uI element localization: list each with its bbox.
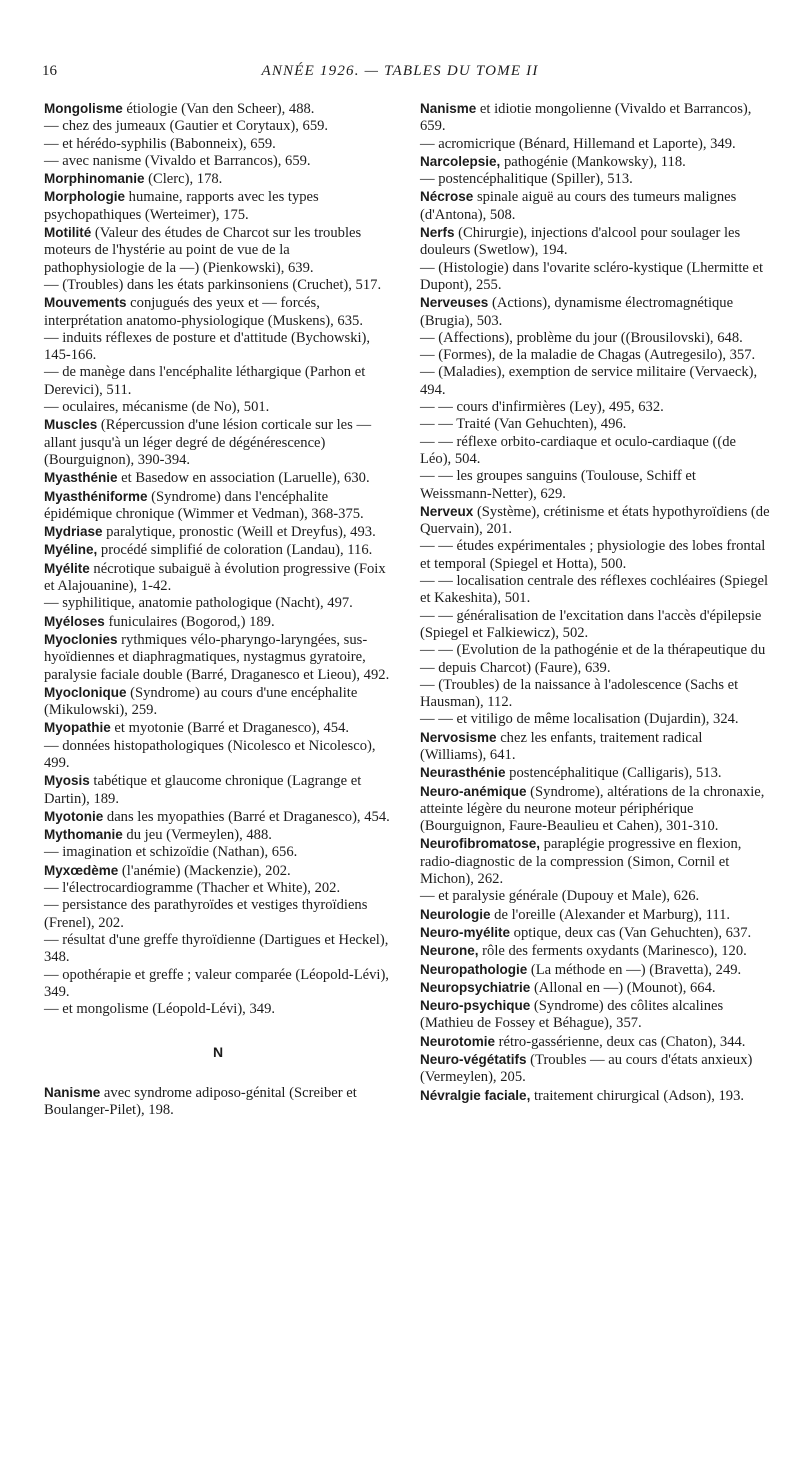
entry-text: rétro-gassérienne, deux cas (Chaton), 344. <box>495 1033 746 1050</box>
index-entry <box>420 1087 770 1105</box>
index-entry <box>44 330 392 365</box>
entry-headword: Neurone, <box>420 943 479 959</box>
index-entry <box>420 711 770 728</box>
index-entry <box>44 136 392 153</box>
index-entry <box>44 100 392 118</box>
entry-headword: Neurotomie <box>420 1033 496 1049</box>
entry-headword: Nanisme <box>420 101 477 116</box>
entry-text: procédé simplifié de coloration (Landau), 116. <box>97 542 373 559</box>
index-entry <box>420 888 770 905</box>
entry-text: (Chirurgie), injections d'alcool pour soulager les douleurs (Swetlow), 194. <box>420 225 741 259</box>
entry-text: — opothérapie et greffe ; valeur comparée (Léopold-Lévi), 349. <box>44 966 389 1000</box>
entry-headword: Mongolisme <box>44 101 123 116</box>
index-entry <box>420 608 770 643</box>
section-letter: N <box>212 1044 224 1061</box>
index-entry <box>420 468 770 503</box>
entry-text: conjugués des yeux et — forcés, interprétation anatomo-physiologique (Muskens), 635. <box>44 295 363 329</box>
index-entry <box>420 1051 770 1087</box>
entry-headword: Muscles <box>44 417 98 433</box>
index-entry <box>44 684 392 720</box>
index-entry <box>420 364 770 399</box>
index-entry <box>420 503 770 539</box>
entry-headword: Neurofibromatose, <box>420 836 541 852</box>
entry-text: — postencéphalitique (Spiller), 513. <box>420 171 633 188</box>
entry-text: — et hérédo-syphilis (Babonneix), 659. <box>44 135 276 152</box>
entry-headword: Nervosisme <box>420 729 497 745</box>
entry-text: funiculaires (Bogorod,) 189. <box>104 613 275 630</box>
index-entry <box>420 997 770 1033</box>
entry-text: chez les enfants, traitement radical (Williams), 641. <box>420 729 703 763</box>
index-entry <box>44 416 392 469</box>
entry-headword: Myéline, <box>44 542 98 558</box>
index-entry <box>44 277 392 294</box>
index-entry <box>420 171 770 188</box>
entry-headword: Narcolepsie, <box>420 153 501 169</box>
entry-text: — chez des jumeaux (Gautier et Corytaux), 659. <box>44 118 329 135</box>
index-entry <box>44 560 392 596</box>
entry-text: de l'oreille (Alexander et Marburg), 111. <box>490 906 731 923</box>
index-entry <box>44 224 392 277</box>
index-entry <box>44 364 392 399</box>
index-entry <box>420 416 770 433</box>
index-entry <box>420 961 770 979</box>
index-entry <box>44 1001 392 1018</box>
index-entry <box>420 260 770 295</box>
entry-text: — acromicrique (Bénard, Hillemand et Laporte), 349. <box>420 135 736 152</box>
entry-text: — oculaires, mécanisme (de No), 501. <box>44 399 270 416</box>
entry-text: — données histopathologiques (Nicolesco et Nicolesco), 499. <box>44 737 376 771</box>
index-entry <box>44 541 392 559</box>
entry-text: et Basedow en association (Laruelle), 630. <box>117 470 370 487</box>
running-title: ANNÉE 1926. — TABLES DU TOME II <box>261 63 539 79</box>
entry-headword: Mydriase <box>44 524 103 540</box>
index-entry <box>44 880 392 897</box>
entry-headword: Neurologie <box>420 906 491 922</box>
entry-text: — (Troubles) dans les états parkinsoniens (Cruchet), 517. <box>44 276 382 293</box>
page-number: 16 <box>42 63 57 79</box>
index-entry <box>44 170 392 188</box>
right-column <box>420 100 770 1105</box>
entry-text: humaine, rapports avec les types psychopathiques (Werteimer), 175. <box>44 189 319 223</box>
index-entry <box>420 906 770 924</box>
entry-text: spinale aiguë au cours des tumeurs malignes (d'Antona), 508. <box>420 189 737 223</box>
entry-headword: Neuropathologie <box>420 961 528 977</box>
index-entry <box>44 844 392 861</box>
entry-text: — de manège dans l'encéphalite léthargique (Parhon et Derevici), 511. <box>44 364 366 398</box>
index-entry <box>44 738 392 773</box>
index-entry <box>420 399 770 416</box>
left-column <box>44 100 392 1119</box>
entry-text: — (Maladies), exemption de service militaire (Vervaeck), 494. <box>420 364 758 398</box>
entry-text: étiologie (Van den Scheer), 488. <box>122 101 315 117</box>
index-entry <box>44 772 392 808</box>
index-entry <box>44 631 392 684</box>
entry-text: (Clerc), 178. <box>144 171 223 188</box>
entry-text: — — (Evolution de la pathogénie et de la thérapeutique du — depuis Charcot) (Faure), 639. <box>420 642 766 676</box>
entry-headword: Myéloses <box>44 613 105 629</box>
index-entry <box>420 642 770 677</box>
entry-text: (Syndrome) dans l'encéphalite épidémique chronique (Wimmer et Vedman), 368-375. <box>44 488 364 522</box>
entry-text: — et paralysie générale (Dupouy et Male), 626. <box>420 888 700 905</box>
entry-headword: Myotonie <box>44 808 104 824</box>
index-entry <box>44 488 392 524</box>
index-entry <box>44 188 392 224</box>
entry-headword: Neurasthénie <box>420 765 506 781</box>
entry-text: et myotonie (Barré et Draganesco), 454. <box>110 720 350 737</box>
entry-text: (Actions), dynamisme électromagnétique (Brugia), 503. <box>420 295 734 329</box>
entry-text: paralytique, pronostic (Weill et Dreyfus), 493. <box>102 524 376 541</box>
entry-text: (Syndrome) au cours d'une encéphalite (Mikulowski), 259. <box>44 684 358 719</box>
index-entry <box>420 330 770 347</box>
index-entry <box>44 613 392 631</box>
index-entry <box>44 1084 392 1120</box>
entry-text: — — et vitiligo de même localisation (Dujardin), 324. <box>420 711 739 728</box>
running-header <box>0 63 800 87</box>
entry-text: du jeu (Vermeylen), 488. <box>122 827 272 844</box>
entry-text: (Syndrome) des côlites alcalines (Mathieu de Fossey et Béhague), 357. <box>420 998 724 1032</box>
entry-headword: Motilité <box>44 225 92 241</box>
entry-text: — imagination et schizoïdie (Nathan), 656. <box>44 844 298 861</box>
index-entry <box>420 1033 770 1051</box>
entry-text: (Syndrome), altérations de la chronaxie, atteinte légère du neurone moteur périphérique (Bourguignon, Faure-Beaulieu et Cahen), 301-310. <box>420 783 765 835</box>
index-entry <box>420 347 770 364</box>
entry-headword: Neuro-anémique <box>420 783 527 799</box>
entry-text: — — études expérimentales ; physiologie des lobes frontal et temporal (Spiegel et Hotta), 500. <box>420 538 766 572</box>
entry-headword: Morphinomanie <box>44 171 145 187</box>
index-entry <box>420 224 770 260</box>
index-entry <box>44 719 392 737</box>
entry-headword: Névralgie faciale, <box>420 1087 531 1103</box>
entry-headword: Nerfs <box>420 225 455 241</box>
entry-text: — syphilitique, anatomie pathologique (Nacht), 497. <box>44 595 353 612</box>
index-entry <box>44 897 392 932</box>
index-entry <box>420 942 770 960</box>
index-entry <box>420 294 770 330</box>
entry-headword: Myxœdème <box>44 862 119 878</box>
entry-text: — (Histologie) dans l'ovarite scléro-kystique (Lhermitte et Dupont), 255. <box>420 259 764 293</box>
entry-headword: Myopathie <box>44 720 111 736</box>
index-entry <box>420 136 770 153</box>
index-entry <box>44 294 392 330</box>
index-entry <box>44 153 392 170</box>
index-entry <box>420 188 770 224</box>
entry-headword: Myoclonique <box>44 684 127 700</box>
entry-headword: Myasthénie <box>44 470 118 486</box>
entry-text: dans les myopathies (Barré et Draganesco), 454. <box>103 808 390 825</box>
index-entry <box>420 835 770 888</box>
entry-text: pathogénie (Mankowsky), 118. <box>500 153 686 170</box>
entry-text: (Allonal en —) (Mounot), 664. <box>530 979 716 996</box>
index-entry <box>420 764 770 782</box>
index-entry <box>420 434 770 469</box>
entry-headword: Nerveux <box>420 503 474 519</box>
entry-text: — — réflexe orbito-cardiaque et oculo-cardiaque ((de Léo), 504. <box>420 433 737 467</box>
entry-headword: Neuro-myélite <box>420 924 511 940</box>
index-entry <box>44 523 392 541</box>
entry-text: rythmiques vélo-pharyngo-laryngées, sus-hyoïdiennes et diaphragmatiques, nystagmus gyratoire, paralysie faciale double (Barré, Draganesco et Lieou), 492. <box>44 631 390 683</box>
entry-text: — résultat d'une greffe thyroïdienne (Dartigues et Heckel), 348. <box>44 931 389 966</box>
entry-text: optique, deux cas (Van Gehuchten), 637. <box>510 924 752 941</box>
entry-text: postencéphalitique (Calligaris), 513. <box>505 765 722 782</box>
entry-headword: Neuro-psychique <box>420 998 531 1014</box>
entry-text: (l'anémie) (Mackenzie), 202. <box>118 862 291 879</box>
index-entry <box>420 677 770 712</box>
entry-headword: Mythomanie <box>44 827 123 843</box>
entry-text: — et mongolisme (Léopold-Lévi), 349. <box>44 1001 276 1018</box>
entry-text: (La méthode en —) (Bravetta), 249. <box>527 961 742 978</box>
entry-headword: Morphologie <box>44 189 125 205</box>
index-entry <box>420 538 770 573</box>
entry-text: (Troubles — au cours d'états anxieux) (Vermeylen), 205. <box>420 1052 753 1086</box>
index-entry <box>44 118 392 135</box>
entry-text: — — généralisation de l'excitation dans l'accès d'épilepsie (Spiegel et Falkiewicz), 502. <box>420 607 762 641</box>
entry-text: — persistance des parathyroïdes et vestiges thyroïdiens (Frenel), 202. <box>44 897 368 931</box>
entry-headword: Nécrose <box>420 189 474 205</box>
entry-text: (Répercussion d'une lésion corticale sur les — allant jusqu'à un léger degré de dégénérescence) (Bourguignon), 390-394. <box>44 417 372 468</box>
entry-headword: Mouvements <box>44 295 127 311</box>
index-entry <box>44 862 392 880</box>
entry-text: (Valeur des études de Charcot sur les troubles moteurs de l'hystérie au point de vue de la pathophysiologie de la —) (Pienkowski), 639. <box>44 225 362 276</box>
entry-text: — avec nanisme (Vivaldo et Barrancos), 659. <box>44 152 311 169</box>
entry-text: traitement chirurgical (Adson), 193. <box>530 1087 745 1104</box>
entry-headword: Nerveuses <box>420 295 489 311</box>
entry-text: rôle des ferments oxydants (Marinesco), 120. <box>478 943 747 960</box>
entry-headword: Nanisme <box>44 1084 101 1100</box>
index-entry <box>44 399 392 416</box>
entry-text: — — les groupes sanguins (Toulouse, Schiff et Weissmann-Netter), 629. <box>420 468 696 502</box>
index-entry <box>420 100 770 136</box>
entry-text: et idiotie mongolienne (Vivaldo et Barrancos), 659. <box>420 101 752 135</box>
index-entry <box>420 153 770 171</box>
index-entry <box>44 932 392 967</box>
entry-headword: Neuropsychiatrie <box>420 979 531 995</box>
entry-text: avec syndrome adiposo-génital (Screiber et Boulanger-Pilet), 198. <box>44 1084 357 1119</box>
index-entry <box>44 826 392 844</box>
index-entry <box>420 729 770 765</box>
entry-text: (Système), crétinisme et états hypothyroïdiens (de Quervain), 201. <box>420 503 770 538</box>
entry-headword: Neuro-végétatifs <box>420 1052 527 1068</box>
entry-text: — — cours d'infirmières (Ley), 495, 632. <box>420 399 664 416</box>
index-entry <box>420 573 770 608</box>
index-entry <box>44 808 392 826</box>
entry-text: — (Formes), de la maladie de Chagas (Autregesilo), 357. <box>420 347 756 364</box>
entry-headword: Myosis <box>44 773 90 789</box>
entry-text: — — Traité (Van Gehuchten), 496. <box>420 416 627 433</box>
entry-text: — (Troubles) de la naissance à l'adolescence (Sachs et Hausman), 112. <box>420 676 739 711</box>
index-entry <box>420 783 770 836</box>
index-entry <box>44 967 392 1002</box>
entry-headword: Myélite <box>44 560 90 576</box>
entry-text: nécrotique subaiguë à évolution progressive (Foix et Alajouanine), 1-42. <box>44 560 386 595</box>
entry-text: — — localisation centrale des réflexes cochléaires (Spiegel et Kakeshita), 501. <box>420 573 769 607</box>
entry-text: — l'électrocardiogramme (Thacher et White), 202. <box>44 880 341 897</box>
index-entry <box>44 595 392 612</box>
entry-headword: Myasthéniforme <box>44 488 148 504</box>
entry-headword: Myoclonies <box>44 631 118 647</box>
index-entry <box>44 469 392 487</box>
entry-text: — induits réflexes de posture et d'attitude (Bychowski), 145-166. <box>44 329 371 364</box>
entry-text: — (Affections), problème du jour ((Brousilovski), 648. <box>420 329 743 346</box>
entry-text: tabétique et glaucome chronique (Lagrange et Dartin), 189. <box>44 773 362 807</box>
index-entry <box>420 924 770 942</box>
index-entry <box>420 979 770 997</box>
entry-text: paraplégie progressive en flexion, radio-diagnostic de la compression (Simon, Cornil et Michon), 262. <box>420 836 742 888</box>
